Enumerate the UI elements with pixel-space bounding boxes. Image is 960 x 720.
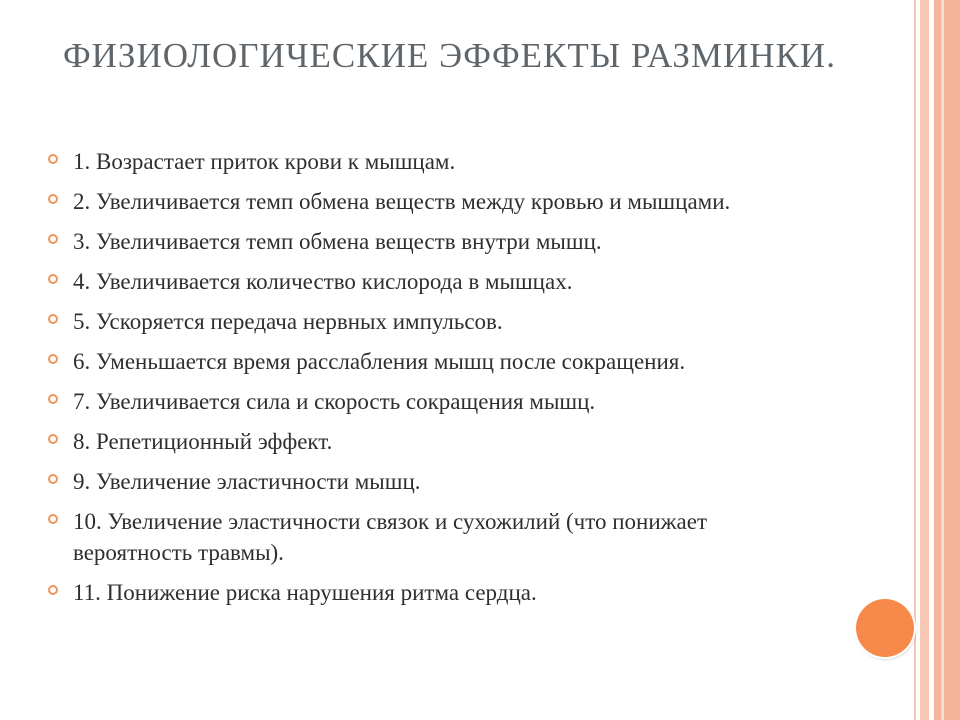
bullet-list [48,146,828,617]
decorative-stripe-wide [934,0,960,720]
bullet-icon [48,394,58,404]
bullet-icon [48,154,58,164]
bullet-icon [48,234,58,244]
list-item [48,186,828,217]
list-item [48,386,828,417]
bullet-icon [48,354,58,364]
list-item-text: 6. Уменьшается время расслабления мышц после сокращения. [73,349,686,374]
list-item [48,577,828,608]
bullet-icon [48,194,58,204]
list-item-text: 4. Увеличивается количество кислорода в мышцах. [73,269,573,294]
list-item-text: 2. Увеличивается темп обмена веществ между кровью и мышцами. [73,189,731,214]
list-item-text: 3. Увеличивается темп обмена веществ внутри мышц. [73,229,602,254]
bullet-icon [48,314,58,324]
list-item-text: 10. Увеличение эластичности связок и сухожилий (что понижает вероятность травмы). [73,509,708,565]
list-item [48,266,828,297]
list-item [48,506,828,568]
list-item-text: 1. Возрастает приток крови к мышцам. [73,149,456,174]
list-item [48,306,828,337]
list-item-text: 7. Увеличивается сила и скорость сокращения мышц. [73,389,596,414]
decorative-circle [856,599,914,657]
list-item [48,346,828,377]
list-item [48,226,828,257]
list-item-text: 5. Ускоряется передача нервных импульсов. [73,309,503,334]
bullet-icon [48,514,58,524]
bullet-icon [48,585,58,595]
decorative-stripe-medium [920,0,929,720]
list-item-text: 8. Репетиционный эффект. [73,429,333,454]
list-item-text: 9. Увеличение эластичности мышц. [73,469,421,494]
list-item [48,146,828,177]
slide-title: ФИЗИОЛОГИЧЕСКИЕ ЭФФЕКТЫ РАЗМИНКИ. [63,36,836,75]
bullet-icon [48,474,58,484]
list-item [48,426,828,457]
bullet-icon [48,434,58,444]
list-item [48,466,828,497]
bullet-icon [48,274,58,284]
decorative-stripe-highlight [941,0,944,720]
list-item-text: 11. Понижение риска нарушения ритма сердца. [73,580,537,605]
decorative-stripe-thin [914,0,916,720]
